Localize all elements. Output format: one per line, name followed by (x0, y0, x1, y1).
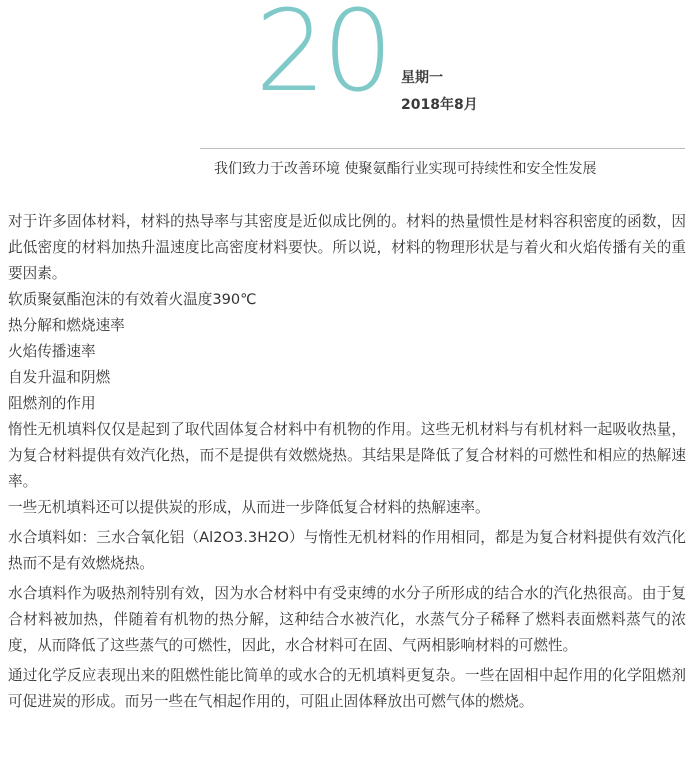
paragraph: 惰性无机填料仅仅是起到了取代固体复合材料中有机物的作用。这些无机材料与有机材料一起吸收热量，为复合材料提供有效汽化热，而不是提供有效燃烧热。其结果是降低了复合材料的可燃性和相应的热解速率。 (8, 421, 686, 490)
paragraph: 水合填料如：三水合氧化铝（Al2O3.3H2O）与惰性无机材料的作用相同，都是为复合材料提供有效汽化热而不是有效燃烧热。 (8, 529, 686, 572)
slogan-bar (200, 148, 685, 187)
month-label: 2018年8月 (401, 97, 478, 113)
paragraph: 热分解和燃烧速率 (8, 317, 125, 334)
paragraph: 火焰传播速率 (8, 343, 96, 360)
paragraph: 软质聚氨酯泡沫的有效着火温度390℃ (8, 291, 257, 308)
paragraph: 自发升温和阴燃 (8, 369, 111, 386)
date-header (255, 0, 555, 117)
paragraph: 一些无机填料还可以提供炭的形成，从而进一步降低复合材料的热解速率。 (8, 499, 490, 516)
day-number: 20 (255, 0, 390, 117)
slogan-text: 我们致力于改善环境 使聚氨酯行业实现可持续性和安全性发展 (214, 161, 597, 177)
paragraph: 水合填料作为吸热剂特别有效，因为水合材料中有受束缚的水分子所形成的结合水的汽化热很高。由于复合材料被加热，伴随着有机物的热分解，这种结合水被汽化，水蒸气分子稀释了燃料表面燃料蒸气的浓度，从而降低了这些蒸气的可燃性，因此，水合材料可在固、气两相影响材料的可燃性。 (8, 585, 686, 654)
article-body (8, 209, 686, 715)
weekday-label: 星期一 (401, 70, 443, 86)
paragraph: 对于许多固体材料，材料的热导率与其密度是近似成比例的。材料的热量惯性是材料容积密度的函数，因此低密度的材料加热升温速度比高密度材料要快。所以说，材料的物理形状是与着火和火焰传播有关的重要因素。 (8, 213, 686, 282)
paragraph: 阻燃剂的作用 (8, 395, 96, 412)
paragraph: 通过化学反应表现出来的阻燃性能比简单的或水合的无机填料更复杂。一些在固相中起作用的化学阻燃剂可促进炭的形成。而另一些在气相起作用的，可阻止固体释放出可燃气体的燃烧。 (8, 667, 686, 710)
